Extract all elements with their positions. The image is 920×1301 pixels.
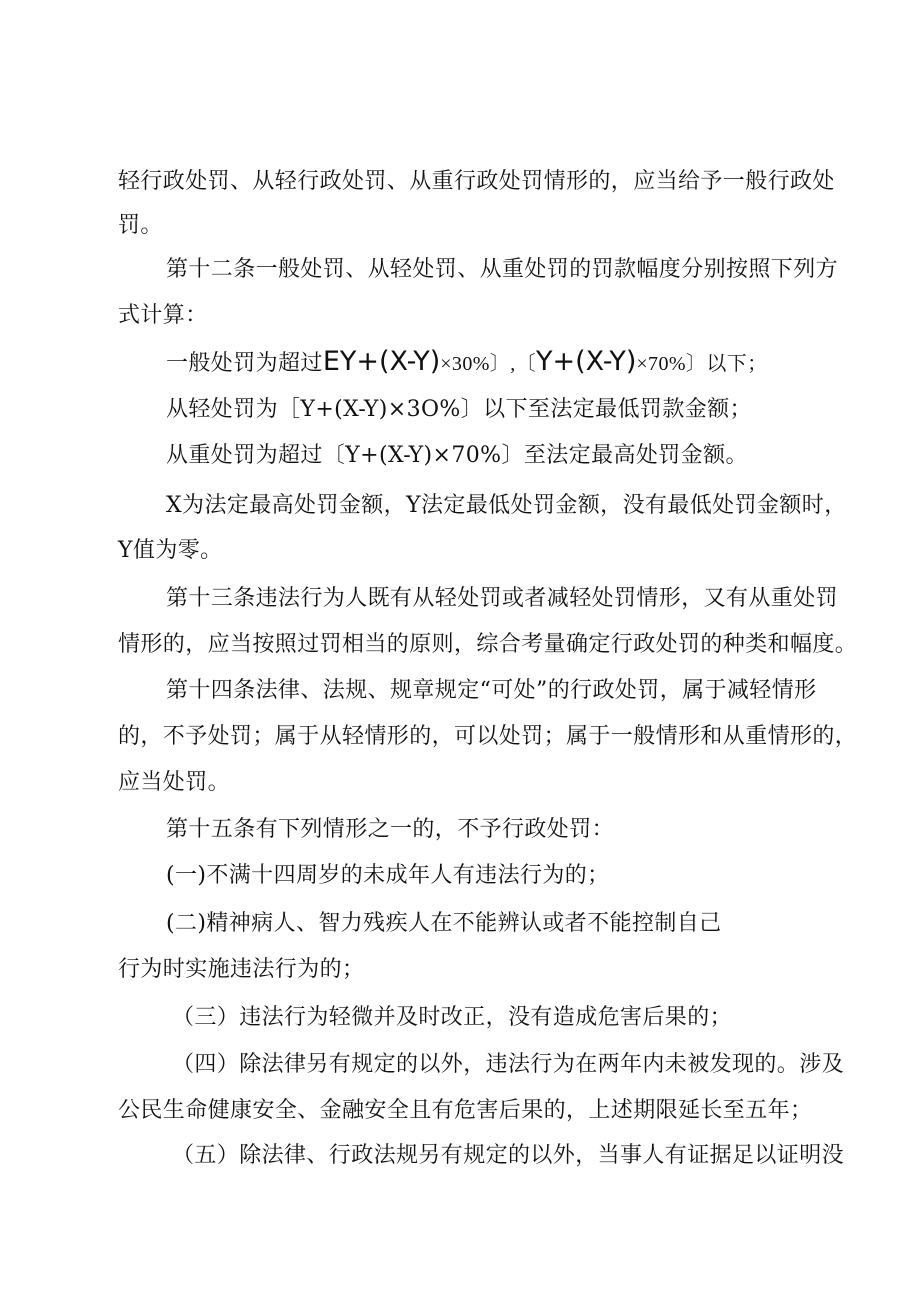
list-item: (二)精神病人、智力残疾人在不能辨认或者不能控制自己 [166, 911, 722, 936]
formula-part2-big: Y+(X-Y) [536, 346, 637, 377]
formula-prefix: 一般处罚为超过 [166, 351, 323, 376]
formula-general-penalty [166, 347, 768, 379]
text-line: 罚。 [118, 213, 163, 238]
formula-part2-small: ×70%〕以下； [636, 353, 768, 375]
list-item: (一)不满十四周岁的未成年人有违法行为的； [166, 863, 610, 888]
text-line: Y值为零。 [118, 538, 223, 563]
formula-part1-small: ×30%〕,〔 [440, 353, 536, 375]
text-line: 的，不予处罚；属于从轻情形的，可以处罚；属于一般情形和从重情形的， [118, 724, 858, 749]
article-12-heading: 第十二条一般处罚、从轻处罚、从重处罚的罚款幅度分别按照下列方 [166, 257, 839, 282]
list-item: （五）除法律、行政法规另有规定的以外，当事人有证据足以证明没 [172, 1143, 845, 1168]
text-line: 情形的，应当按照过罚相当的原则，综合考量确定行政处罚的种类和幅度。 [118, 632, 858, 657]
text-line: 公民生命健康安全、金融安全且有危害后果的，上述期限延长至五年； [118, 1098, 813, 1123]
text-line: X为法定最高处罚金额，Y法定最低处罚金额，没有最低处罚金额时， [166, 493, 847, 518]
text-line: 式计算： [118, 303, 208, 328]
text-line: 行为时实施违法行为的； [118, 957, 365, 982]
article-15-heading: 第十五条有下列情形之一的，不予行政处罚： [166, 817, 615, 842]
list-item: （三）违法行为轻微并及时改正，没有造成危害后果的； [172, 1005, 733, 1030]
text-line: 应当处罚。 [118, 770, 231, 795]
formula-lighter-penalty: 从轻处罚为［Y+(X-Y)×3O%〕以下至法定最低罚款金额； [166, 397, 752, 422]
text-line: 轻行政处罚、从轻行政处罚、从重行政处罚情形的，应当给予一般行政处 [118, 169, 835, 194]
list-item: （四）除法律另有规定的以外，违法行为在两年内未被发现的。涉及 [172, 1052, 845, 1077]
formula-part1-big: EY+(X-Y) [322, 346, 441, 377]
article-13-heading: 第十三条违法行为人既有从轻处罚或者减轻处罚情形，又有从重处罚 [166, 586, 839, 611]
article-14-heading: 第十四条法律、法规、规章规定“可处”的行政处罚，属于减轻情形 [166, 678, 817, 703]
formula-heavier-penalty: 从重处罚为超过〔Y+(X-Y)×70%〕至法定最高处罚金额。 [166, 443, 748, 468]
